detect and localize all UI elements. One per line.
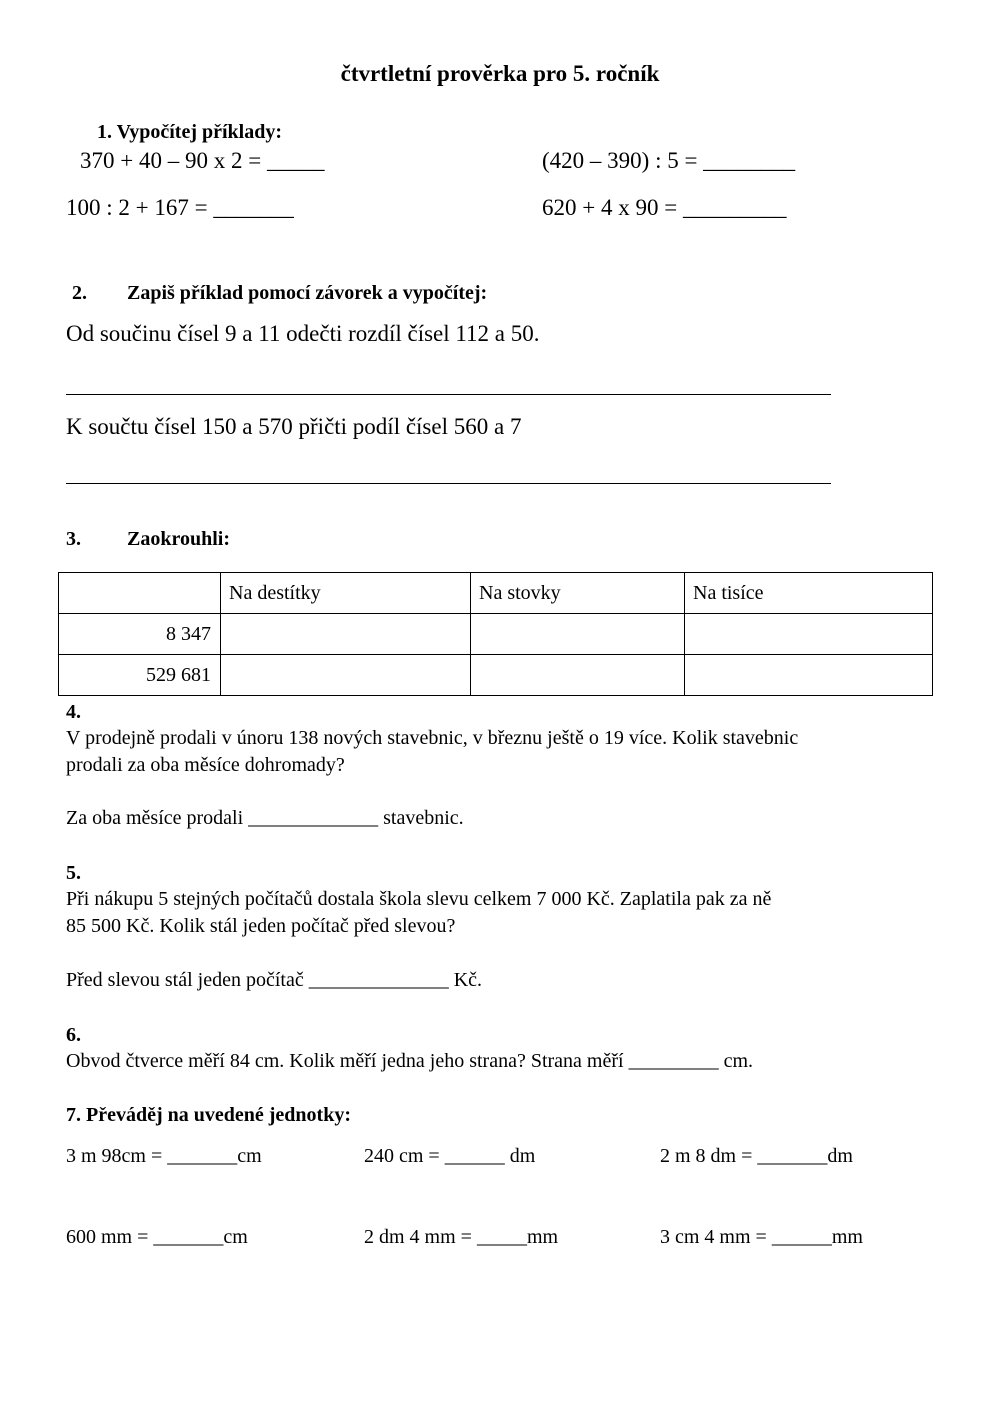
conversion-item[interactable]: 2 dm 4 mm = _____mm bbox=[364, 1226, 559, 1248]
task1-exercise-a: 370 + 40 – 90 x 2 = _____ bbox=[80, 148, 325, 173]
answer-line-1[interactable] bbox=[66, 394, 831, 395]
task7-heading: 7. Převáděj na uvedené jednotky: bbox=[66, 1104, 351, 1126]
table-cell-number: 529 681 bbox=[59, 655, 221, 696]
rounding-table bbox=[58, 572, 933, 696]
table-header-cell: Na tisíce bbox=[685, 573, 933, 614]
table-cell-number: 8 347 bbox=[59, 614, 221, 655]
task2-sentence-1: Od součinu čísel 9 a 11 odečti rozdíl čísel 112 a 50. bbox=[66, 321, 540, 346]
table-row bbox=[59, 614, 933, 655]
conversion-item[interactable]: 600 mm = _______cm bbox=[66, 1226, 248, 1248]
table-header-row bbox=[59, 573, 933, 614]
task1-heading: 1. Vypočítej příklady: bbox=[97, 121, 283, 143]
task5-text-line-2: 85 500 Kč. Kolik stál jeden počítač před slevou? bbox=[66, 915, 456, 937]
task1-exercise-b: (420 – 390) : 5 = ________ bbox=[542, 148, 796, 173]
table-cell-answer[interactable] bbox=[471, 655, 685, 696]
table-header-cell: Na stovky bbox=[471, 573, 685, 614]
task2-heading: Zapiš příklad pomocí závorek a vypočítej: bbox=[127, 282, 488, 304]
task6-text-line-1[interactable]: Obvod čtverce měří 84 cm. Kolik měří jedna jeho strana? Strana měří _________ cm. bbox=[66, 1050, 754, 1072]
task3-heading: Zaokrouhli: bbox=[127, 528, 230, 550]
page-title: čtvrtletní prověrka pro 5. ročník bbox=[340, 61, 660, 86]
task3-number: 3. bbox=[66, 528, 81, 550]
table-cell-answer[interactable] bbox=[221, 655, 471, 696]
answer-line-2[interactable] bbox=[66, 483, 831, 484]
table-header-cell bbox=[59, 573, 221, 614]
task2-number: 2. bbox=[72, 282, 87, 304]
task1-exercise-c: 100 : 2 + 167 = _______ bbox=[66, 195, 294, 220]
table-cell-answer[interactable] bbox=[221, 614, 471, 655]
task5-answer[interactable]: Před slevou stál jeden počítač ______________ Kč. bbox=[66, 969, 483, 991]
table-row bbox=[59, 655, 933, 696]
table-cell-answer[interactable] bbox=[685, 655, 933, 696]
task4-text-line-1: V prodejně prodali v únoru 138 nových stavebnic, v březnu ještě o 19 více. Kolik stavebnic bbox=[66, 727, 799, 749]
task4-answer[interactable]: Za oba měsíce prodali _____________ stavebnic. bbox=[66, 807, 464, 829]
table-header-cell: Na destítky bbox=[221, 573, 471, 614]
task6-number: 6. bbox=[66, 1024, 81, 1046]
table-cell-answer[interactable] bbox=[471, 614, 685, 655]
task4-text-line-2: prodali za oba měsíce dohromady? bbox=[66, 754, 345, 776]
conversion-item[interactable]: 3 cm 4 mm = ______mm bbox=[660, 1226, 863, 1248]
task1-exercise-d: 620 + 4 x 90 = _________ bbox=[542, 195, 787, 220]
conversion-item[interactable]: 240 cm = ______ dm bbox=[364, 1145, 536, 1167]
conversion-item[interactable]: 3 m 98cm = _______cm bbox=[66, 1145, 262, 1167]
conversion-item[interactable]: 2 m 8 dm = _______dm bbox=[660, 1145, 853, 1167]
task5-text-line-1: Při nákupu 5 stejných počítačů dostala škola slevu celkem 7 000 Kč. Zaplatila pak za ně bbox=[66, 888, 772, 910]
task4-number: 4. bbox=[66, 701, 81, 723]
table-cell-answer[interactable] bbox=[685, 614, 933, 655]
task5-number: 5. bbox=[66, 862, 81, 884]
task2-sentence-2: K součtu čísel 150 a 570 přičti podíl čísel 560 a 7 bbox=[66, 414, 522, 439]
